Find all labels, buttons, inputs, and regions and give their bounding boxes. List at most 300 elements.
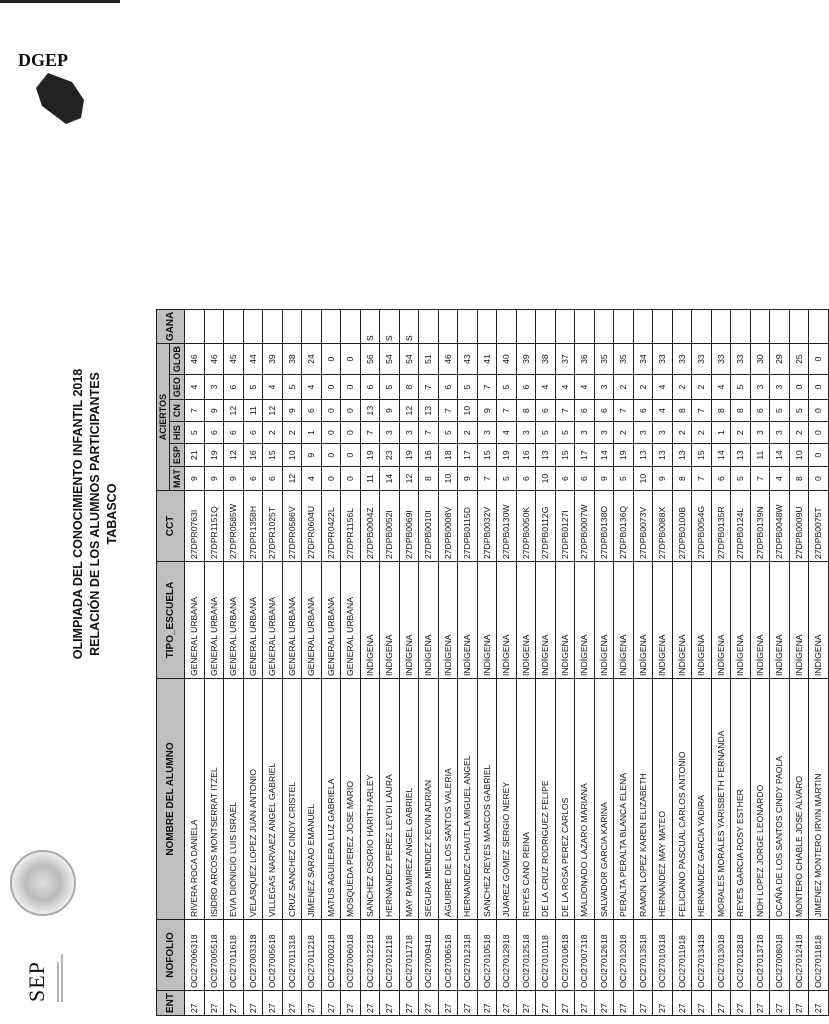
col-header-ent: ENT [157,991,185,1016]
cell-esp: 19 [497,444,517,467]
table-row [360,309,380,1015]
cell-gana [477,309,497,343]
cell-his: 2 [731,422,751,444]
cell-his: 2 [263,422,283,444]
cell-glob: 0 [809,344,829,375]
cell-ent: 27 [458,991,478,1016]
cell-cct: 27DPB0100B [672,491,692,562]
col-header-tipo-escuela: TIPO_ESCUELA [157,562,185,679]
cell-ent: 27 [633,991,653,1016]
cell-cn: 6 [575,400,595,422]
cell-gana [302,309,322,343]
cell-cn: 6 [633,400,653,422]
cell-nombre: REYES CANO REINA [516,679,536,920]
cell-nombre: JIMENEZ SARAO EMANUEL [302,679,322,920]
cell-gana: S [399,309,419,343]
cell-ent: 27 [516,991,536,1016]
cell-esp: 12 [224,444,244,467]
cell-his: 3 [380,422,400,444]
cell-his: 3 [399,422,419,444]
table-row [692,309,712,1015]
cell-nofolio: OCI27006518 [438,920,458,991]
cell-ent: 27 [360,991,380,1016]
cell-esp: 16 [516,444,536,467]
cell-gana [692,309,712,343]
cell-glob: 35 [614,344,634,375]
cell-cct: 27DPR0604U [302,491,322,562]
cell-his: 2 [789,422,809,444]
cell-mat: 5 [614,467,634,491]
table-row [731,309,751,1015]
cell-his: 5 [536,422,556,444]
cell-his: 5 [438,422,458,444]
cell-his: 6 [224,422,244,444]
cell-nombre: JIMENEZ MONTERO IRVIN MARTIN [809,679,829,920]
cell-geo: 3 [594,375,614,400]
cell-mat: 0 [321,467,341,491]
cell-esp: 19 [204,444,224,467]
cell-ent: 27 [224,991,244,1016]
cell-nofolio: OCI27011318 [282,920,302,991]
cell-tipo-escuela: INDÍGENA [555,562,575,679]
cell-cn: 12 [263,400,283,422]
cell-cct: 27DPB0135R [711,491,731,562]
cell-geo: 3 [750,375,770,400]
cell-cn: 12 [399,400,419,422]
cell-nombre: PERALTA PERALTA BLANCA ELENA [614,679,634,920]
cell-ent: 27 [497,991,517,1016]
cell-esp: 15 [692,444,712,467]
cell-ent: 27 [653,991,673,1016]
cell-glob: 41 [477,344,497,375]
cell-gana [770,309,790,343]
cell-esp: 15 [555,444,575,467]
cell-tipo-escuela: INDÍGENA [711,562,731,679]
cell-gana: S [380,309,400,343]
cell-tipo-escuela: GENERAL URBANA [302,562,322,679]
col-header-mat: MAT [170,467,185,491]
col-header-glob: GLOB [170,344,185,375]
cell-geo: 6 [224,375,244,400]
cell-esp: 19 [360,444,380,467]
cell-esp: 13 [633,444,653,467]
cell-geo: 7 [477,375,497,400]
cell-glob: 24 [302,344,322,375]
cell-cn: 7 [692,400,712,422]
cell-glob: 51 [419,344,439,375]
cell-cct: 27DPR1151Q [204,491,224,562]
table-row [263,309,283,1015]
cell-nombre: MOSQUEDA PEREZ JOSE MARIO [341,679,361,920]
cell-geo: 4 [711,375,731,400]
cell-glob: 35 [594,344,614,375]
cell-glob: 25 [789,344,809,375]
cell-nombre: OCAÑA DE LOS SANTOS CINDY PAOLA [770,679,790,920]
title-line-1: OLIMPIADA DEL CONOCIMIENTO INFANTIL 2018 [71,368,85,660]
cell-his: 2 [692,422,712,444]
cell-mat: 9 [458,467,478,491]
cell-geo: 8 [399,375,419,400]
dgep-logo [10,40,100,130]
cell-glob: 36 [575,344,595,375]
cell-gana [419,309,439,343]
cell-esp: 19 [399,444,419,467]
cell-esp: 18 [438,444,458,467]
col-group-aciertos: ACIERTOS [157,344,170,491]
cell-ent: 27 [185,991,205,1016]
cell-his: 2 [282,422,302,444]
cell-geo: 4 [555,375,575,400]
col-header-gana: GANA [157,309,185,343]
table-row [633,309,653,1015]
cell-cn: 11 [243,400,263,422]
cell-glob: 46 [185,344,205,375]
cell-cn: 6 [536,400,556,422]
cell-his: 5 [185,422,205,444]
cell-his: 0 [809,422,829,444]
dgep-logo-text: DGEP [18,50,69,70]
cell-tipo-escuela: GENERAL URBANA [341,562,361,679]
cell-esp: 15 [263,444,283,467]
cell-geo: 2 [614,375,634,400]
cell-tipo-escuela: INDÍGENA [380,562,400,679]
cell-nombre: RAMON LOPEZ KAREN ELIZABETH [633,679,653,920]
cell-nofolio: OCI27008018 [770,920,790,991]
cell-geo: 5 [243,375,263,400]
cell-nofolio: OCI27012018 [614,920,634,991]
cell-cn: 5 [770,400,790,422]
cell-glob: 38 [282,344,302,375]
table-row [380,309,400,1015]
cell-esp: 17 [458,444,478,467]
table-row [438,309,458,1015]
table-row [302,309,322,1015]
cell-cn: 10 [458,400,478,422]
cell-tipo-escuela: INDÍGENA [497,562,517,679]
cell-gana [789,309,809,343]
cell-nombre: MORALES MORALES YARISBETH FERNANDA [711,679,731,920]
cell-tipo-escuela: INDÍGENA [399,562,419,679]
cell-gana [497,309,517,343]
cell-cn: 5 [789,400,809,422]
cell-cn: 9 [282,400,302,422]
cell-cn: 9 [204,400,224,422]
table-row [516,309,536,1015]
cell-cct: 27DPB0139N [750,491,770,562]
cell-cct: 27DPB0115D [458,491,478,562]
cell-tipo-escuela: GENERAL URBANA [185,562,205,679]
cell-ent: 27 [243,991,263,1016]
cell-ent: 27 [731,991,751,1016]
cell-his: 3 [477,422,497,444]
cell-his: 1 [711,422,731,444]
cell-ent: 27 [302,991,322,1016]
cell-esp: 16 [243,444,263,467]
cell-nofolio: OCI27007318 [575,920,595,991]
table-row [711,309,731,1015]
cell-mat: 6 [555,467,575,491]
cell-geo: 5 [497,375,517,400]
cell-geo: 3 [770,375,790,400]
cell-mat: 14 [380,467,400,491]
cell-glob: 54 [399,344,419,375]
cell-cct: 27DPR0422L [321,491,341,562]
cell-his: 2 [614,422,634,444]
cell-cct: 27DPR1358H [243,491,263,562]
cell-ent: 27 [809,991,829,1016]
table-row [653,309,673,1015]
cell-nofolio: OCI27006318 [185,920,205,991]
cell-ent: 27 [594,991,614,1016]
cell-nombre: FELICIANO PASCUAL CARLOS ANTONIO [672,679,692,920]
cell-tipo-escuela: INDÍGENA [458,562,478,679]
cell-mat: 8 [419,467,439,491]
cell-glob: 0 [321,344,341,375]
cell-his: 7 [419,422,439,444]
cell-cn: 6 [750,400,770,422]
cell-esp: 13 [536,444,556,467]
title-line-2: RELACIÓN DE LOS ALUMNOS PARTICIPANTES [88,372,102,656]
cell-mat: 9 [594,467,614,491]
cell-cn: 9 [380,400,400,422]
cell-cct: 27DPB0127I [555,491,575,562]
table-row [536,309,556,1015]
col-header-esp: ESP [170,444,185,467]
cell-nombre: VILLEGAS NARVAEZ ANGEL GABRIEL [263,679,283,920]
table-row [243,309,263,1015]
cell-geo: 0 [321,375,341,400]
cell-cn: 9 [477,400,497,422]
cell-his: 7 [360,422,380,444]
cell-esp: 13 [731,444,751,467]
cell-nombre: RIVERA ROCA DANIELA [185,679,205,920]
cell-mat: 7 [477,467,497,491]
cell-tipo-escuela: INDÍGENA [672,562,692,679]
cell-gana [536,309,556,343]
cell-tipo-escuela: INDÍGENA [536,562,556,679]
cell-tipo-escuela: GENERAL URBANA [321,562,341,679]
cell-geo: 4 [575,375,595,400]
table-row [614,309,634,1015]
cell-nofolio: OCI27010118 [536,920,556,991]
cell-geo: 7 [419,375,439,400]
national-seal-icon [10,850,76,916]
cell-ent: 27 [399,991,419,1016]
table-row [321,309,341,1015]
title-line-3: TABASCO [105,483,119,545]
cell-gana [594,309,614,343]
cell-nombre: HERNANDEZ CHAUTLA MIGUEL ANGEL [458,679,478,920]
cell-ent: 27 [380,991,400,1016]
cell-mat: 6 [575,467,595,491]
cell-cct: 27DPB0007W [575,491,595,562]
cell-mat: 6 [263,467,283,491]
cell-esp: 23 [380,444,400,467]
cell-cn: 7 [438,400,458,422]
cell-gana: S [360,309,380,343]
cell-glob: 40 [497,344,517,375]
sep-logo: SEP [24,961,49,1002]
cell-mat: 6 [516,467,536,491]
cell-cn: 0 [321,400,341,422]
cell-cn: 7 [185,400,205,422]
cell-cn: 8 [516,400,536,422]
cell-mat: 6 [711,467,731,491]
cell-mat: 12 [399,467,419,491]
cell-nombre: SEGURA MENDEZ KEVIN ADRIAN [419,679,439,920]
cell-nofolio: OCI27012218 [360,920,380,991]
cell-ent: 27 [419,991,439,1016]
table-row [770,309,790,1015]
col-header-nombre: NOMBRE DEL ALUMNO [157,679,185,920]
cell-esp: 9 [302,444,322,467]
cell-nofolio: OCI27011918 [672,920,692,991]
cell-mat: 10 [633,467,653,491]
cell-cct: 27DPB0069I [399,491,419,562]
cell-gana [809,309,829,343]
table-row [224,309,244,1015]
cell-gana [731,309,751,343]
document-titles [70,254,121,774]
cell-nofolio: OCI27005618 [263,920,283,991]
cell-cct: 27DPR1156L [341,491,361,562]
cell-gana [633,309,653,343]
cell-glob: 0 [341,344,361,375]
cell-cct: 27DPR0586V [282,491,302,562]
cell-his: 6 [204,422,224,444]
cell-esp: 17 [575,444,595,467]
document-header [0,0,160,1024]
cell-tipo-escuela: GENERAL URBANA [263,562,283,679]
cell-glob: 39 [516,344,536,375]
cell-tipo-escuela: GENERAL URBANA [243,562,263,679]
cell-his: 4 [497,422,517,444]
cell-glob: 37 [555,344,575,375]
cell-geo: 2 [672,375,692,400]
cell-geo: 6 [360,375,380,400]
cell-cct: 27DPB0054G [692,491,712,562]
cell-nombre: MAY RAMIREZ ANGEL GABRIEL [399,679,419,920]
cell-mat: 6 [243,467,263,491]
cell-his: 3 [653,422,673,444]
cell-mat: 0 [341,467,361,491]
cell-glob: 56 [360,344,380,375]
cell-nofolio: OCI27009418 [419,920,439,991]
cell-cct: 27DPB0136Q [614,491,634,562]
cell-his: 3 [770,422,790,444]
cell-mat: 0 [809,467,829,491]
table-row [185,309,205,1015]
cell-glob: 38 [536,344,556,375]
cell-his: 3 [575,422,595,444]
cell-tipo-escuela: INDÍGENA [438,562,458,679]
cell-geo: 4 [185,375,205,400]
cell-esp: 16 [419,444,439,467]
cell-nombre: DE LA CRUZ RODRIGUEZ FELIPE [536,679,556,920]
cell-gana [282,309,302,343]
cell-esp: 13 [672,444,692,467]
cell-geo: 0 [809,375,829,400]
cell-nofolio: OCI27012318 [458,920,478,991]
cell-mat: 5 [731,467,751,491]
col-header-nofolio: NOFOLIO [157,920,185,991]
cell-cct: 27DPB0050K [516,491,536,562]
cell-mat: 9 [224,467,244,491]
cell-nombre: REYES GARCIA ROSY ESTHER [731,679,751,920]
table-row [399,309,419,1015]
cell-gana [516,309,536,343]
cell-cct: 27DPR0585W [224,491,244,562]
cell-geo: 6 [438,375,458,400]
cell-cn: 4 [653,400,673,422]
sep-logo-subtext-graphic [56,942,68,1002]
cell-glob: 43 [458,344,478,375]
table-row [341,309,361,1015]
cell-cn: 7 [555,400,575,422]
cell-nombre: NOH LOPEZ JORGE LEONARDO [750,679,770,920]
cell-geo: 5 [380,375,400,400]
cell-esp: 10 [789,444,809,467]
cell-gana [575,309,595,343]
cell-nofolio: OCI27012418 [789,920,809,991]
cell-nofolio: OCI27012618 [594,920,614,991]
cell-tipo-escuela: INDÍGENA [633,562,653,679]
cell-glob: 33 [653,344,673,375]
cell-esp: 15 [477,444,497,467]
cell-nofolio: OCI27011618 [224,920,244,991]
cell-mat: 10 [536,467,556,491]
cell-nombre: HERNANDEZ PEREZ LEYDI LAURA [380,679,400,920]
cell-mat: 9 [204,467,224,491]
cell-cct: 27DPB0130W [497,491,517,562]
cell-ent: 27 [789,991,809,1016]
cell-cct: 27DPB0052I [380,491,400,562]
cell-geo: 5 [458,375,478,400]
cell-nofolio: OCI27010518 [477,920,497,991]
cell-his: 5 [555,422,575,444]
cell-glob: 39 [263,344,283,375]
cell-esp: 21 [185,444,205,467]
cell-ent: 27 [204,991,224,1016]
cell-esp: 19 [614,444,634,467]
cell-cn: 8 [711,400,731,422]
cell-nombre: ISIDRO ARCOS MONTSERRAT ITZEL [204,679,224,920]
cell-his: 2 [672,422,692,444]
cell-tipo-escuela: INDÍGENA [614,562,634,679]
cell-geo: 5 [731,375,751,400]
cell-esp: 14 [711,444,731,467]
cell-gana [204,309,224,343]
table-row [477,309,497,1015]
cell-esp: 0 [809,444,829,467]
cell-glob: 33 [672,344,692,375]
cell-ent: 27 [477,991,497,1016]
cell-geo: 4 [536,375,556,400]
cell-his: 1 [302,422,322,444]
cell-ent: 27 [672,991,692,1016]
cell-tipo-escuela: INDÍGENA [594,562,614,679]
cell-glob: 33 [692,344,712,375]
cell-his: 0 [341,422,361,444]
cell-cct: 27DPB0088X [653,491,673,562]
cell-esp: 14 [770,444,790,467]
cell-gana [243,309,263,343]
cell-ent: 27 [341,991,361,1016]
cell-glob: 44 [243,344,263,375]
cell-gana [555,309,575,343]
table-row [419,309,439,1015]
cell-nombre: SANCHEZ OSORIO HARITH ARLEY [360,679,380,920]
